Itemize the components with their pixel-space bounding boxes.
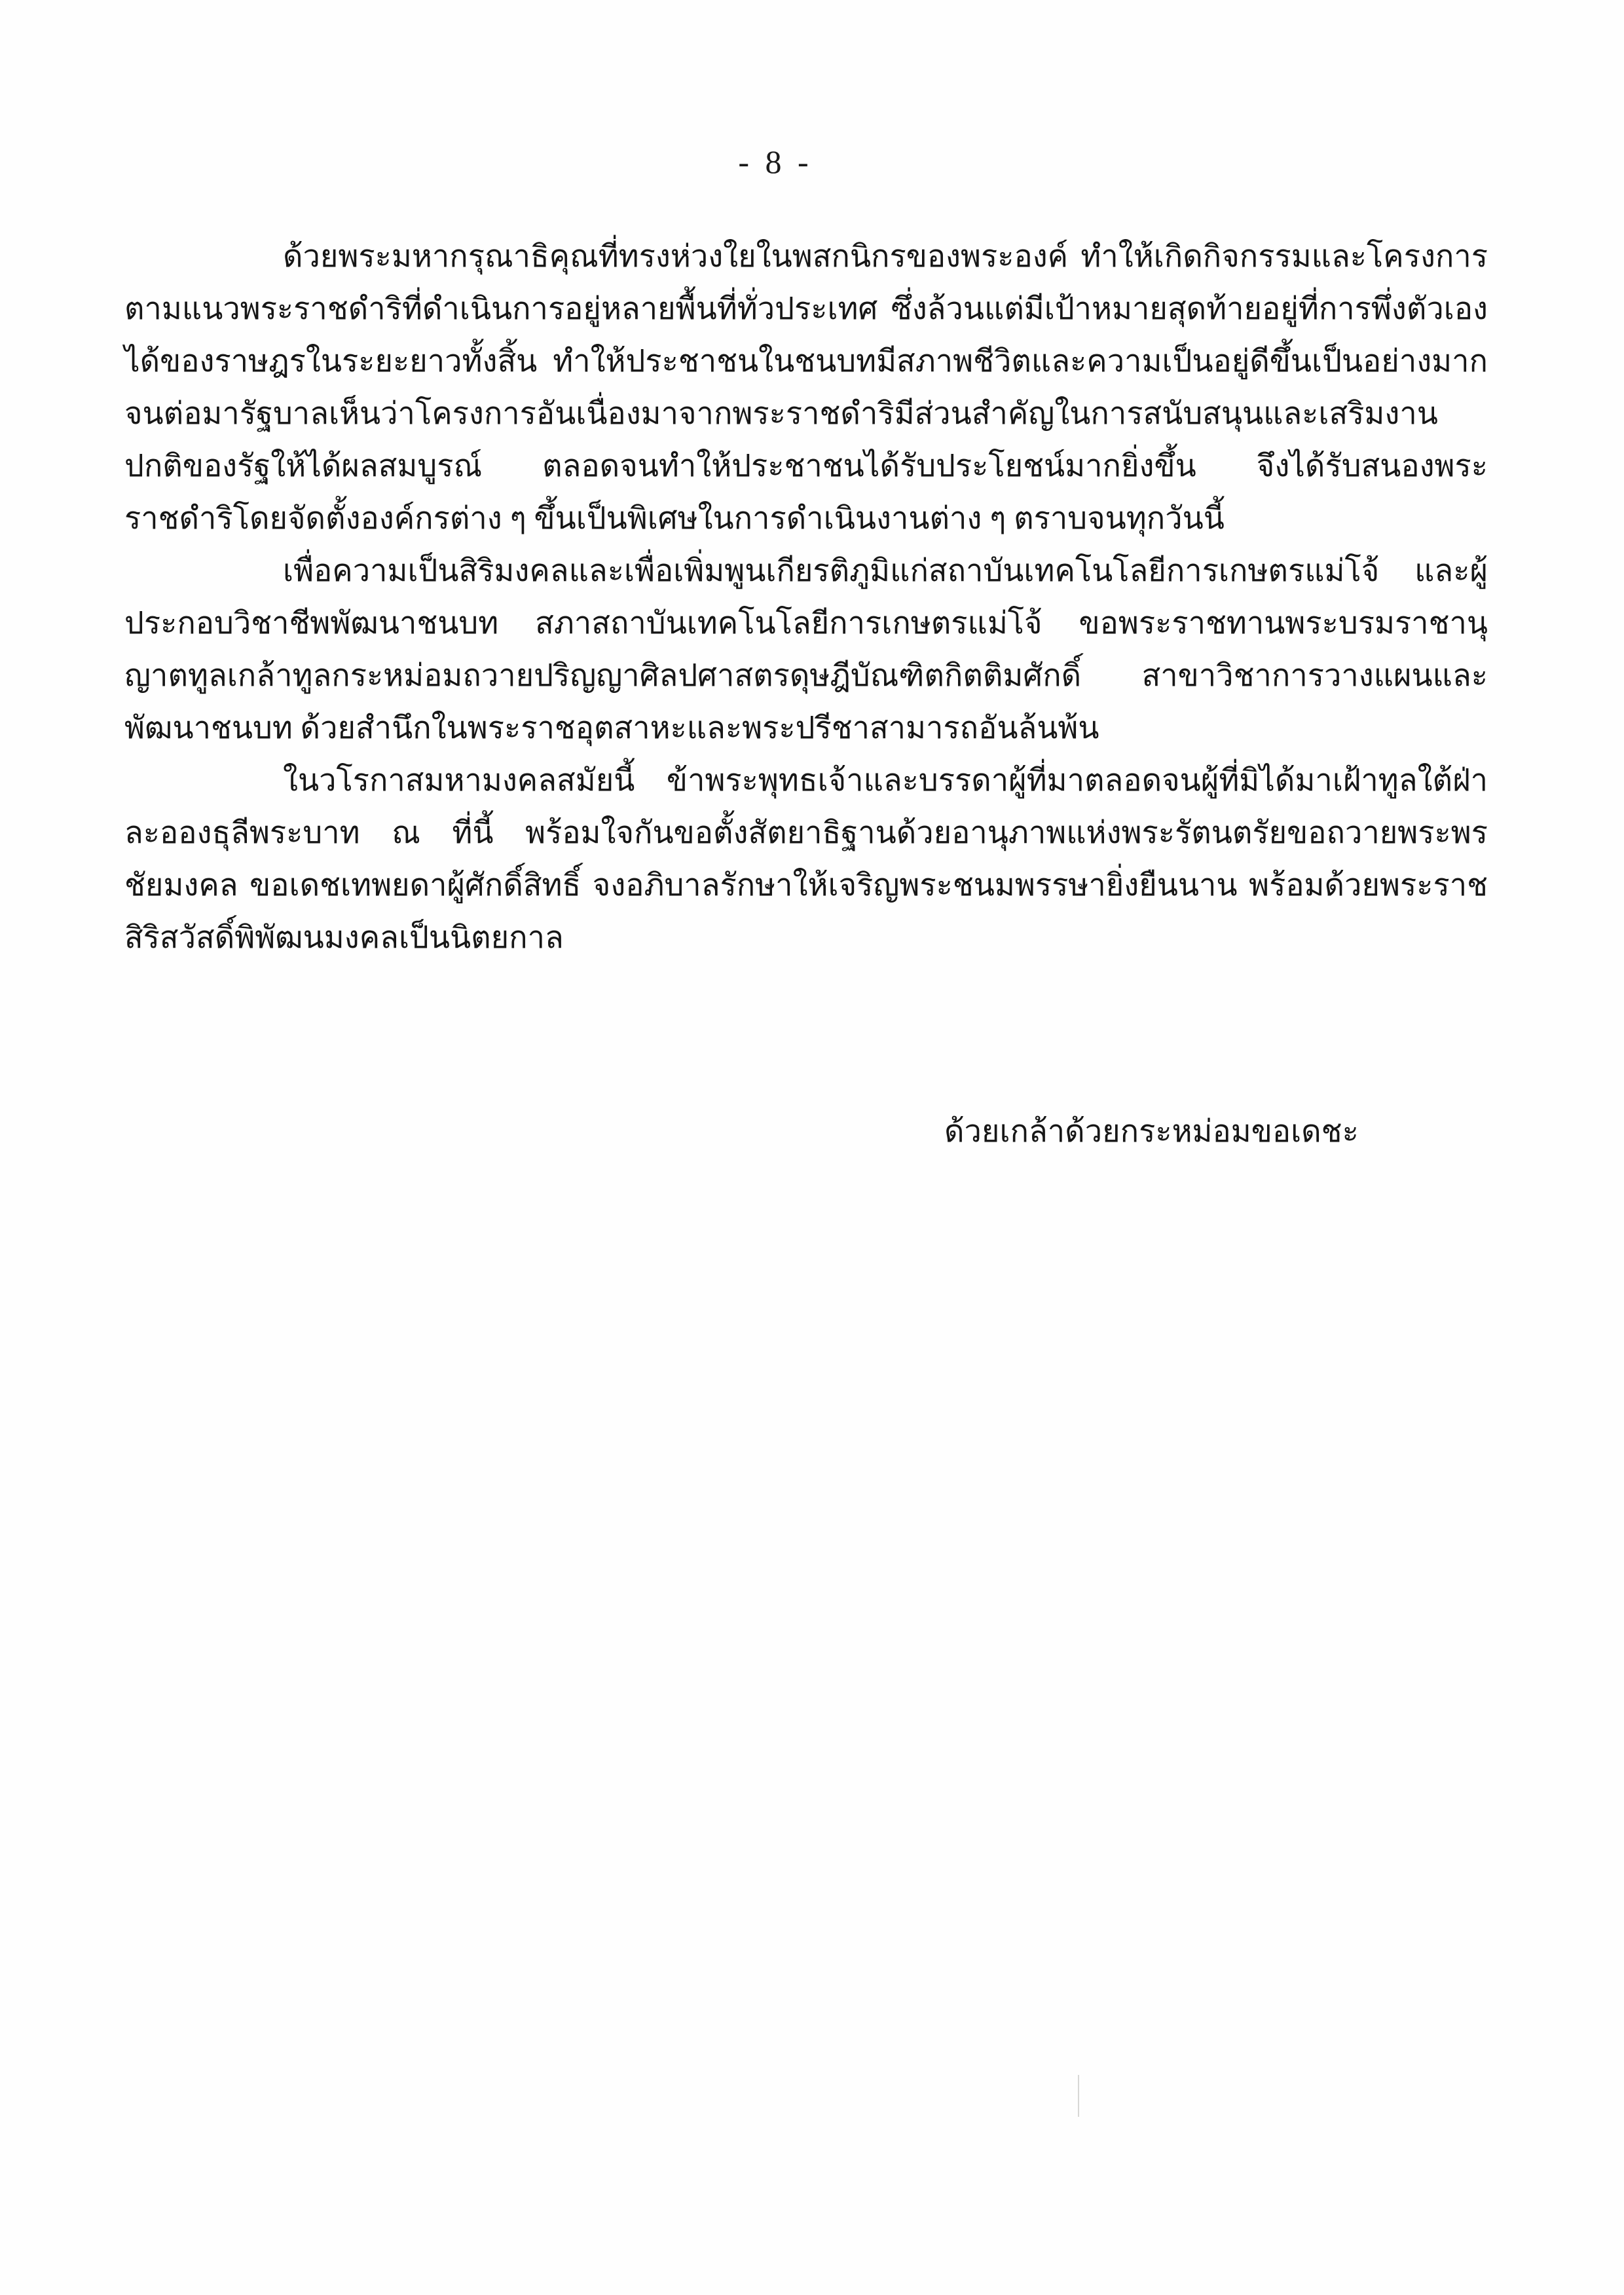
paragraph: ด้วยพระมหากรุณาธิคุณที่ทรงห่วงใยในพสกนิกรของพระองค์ ทำให้เกิดกิจกรรมและโครงการตามแนวพระราชดำริที่ดำเนินการอยู่หลายพื้นที่ทั่วประเทศ ซึ่งล้วนแต่มีเป้าหมายสุดท้ายอยู่ที่การพึ่งตัวเองได้ของราษฎรในระยะยาวทั้งสิ้น ทำให้ประชาชนในชนบทมีสภาพชีวิตและความเป็นอยู่ดีขึ้นเป็นอย่างมาก จนต่อมารัฐบาลเห็นว่าโครงการอันเนื่องมาจากพระราชดำริมีส่วนสำคัญในการสนับสนุนและเสริมงานปกติของรัฐให้ได้ผลสมบูรณ์ ตลอดจนทำให้ประชาชนได้รับประโยชน์มากยิ่งขึ้น จึงได้รับสนองพระราชดำริโดยจัดตั้งองค์กรต่าง ๆ ขึ้นเป็นพิเศษในการดำเนินงานต่าง ๆ ตราบจนทุกวันนี้ bbox=[124, 240, 1488, 536]
scan-artifact-line bbox=[1078, 2075, 1079, 2117]
closing-salutation: ด้วยเกล้าด้วยกระหม่อมขอเดชะ bbox=[944, 1115, 1359, 1149]
document-body bbox=[124, 231, 1488, 964]
paragraph: ในวโรกาสมหามงคลสมัยนี้ ข้าพระพุทธเจ้าและบรรดาผู้ที่มาตลอดจนผู้ที่มิได้มาเฝ้าทูลใต้ฝ่าละอองธุลีพระบาท ณ ที่นี้ พร้อมใจกันขอตั้งสัตยาธิฐานด้วยอานุภาพแห่งพระรัตนตรัยขอถวายพระพรชัยมงคล ขอเดชเทพยดาผู้ศักดิ์สิทธิ์ จงอภิบาลรักษาให้เจริญพระชนมพรรษายิ่งยืนนาน พร้อมด้วยพระราชสิริสวัสดิ์พิพัฒนมงคลเป็นนิตยกาล bbox=[124, 764, 1488, 955]
page-number-label: - 8 - bbox=[738, 143, 813, 180]
page-number bbox=[0, 143, 1624, 181]
paragraph: เพื่อความเป็นสิริมงคลและเพื่อเพิ่มพูนเกียรติภูมิแก่สถาบันเทคโนโลยีการเกษตรแม่โจ้ และผู้ประกอบวิชาชีพพัฒนาชนบท สภาสถาบันเทคโนโลยีการเกษตรแม่โจ้ ขอพระราชทานพระบรมราชานุญาตทูลเกล้าทูลกระหม่อมถวายปริญญาศิลปศาสตรดุษฎีบัณฑิตกิตติมศักดิ์ สาขาวิชาการวางแผนและพัฒนาชนบท ด้วยสำนึกในพระราชอุตสาหะและพระปรีชาสามารถอันล้นพ้น bbox=[124, 554, 1488, 745]
